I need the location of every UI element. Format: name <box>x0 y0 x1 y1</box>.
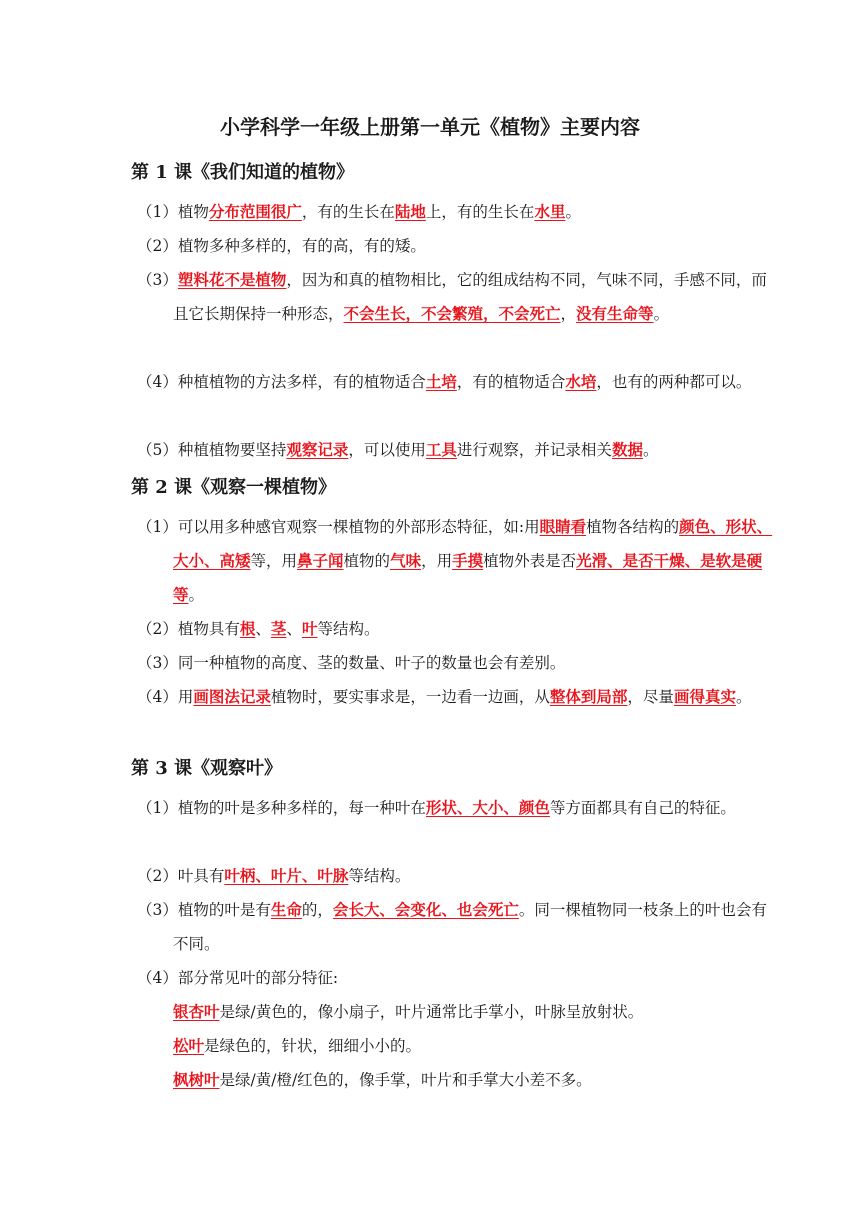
text-run: 。 <box>188 586 205 604</box>
text-run: 植物时，要实事求是，一边看一边画，从 <box>270 688 550 706</box>
highlighted-term: 颜色、形状、大小、高矮 <box>173 517 773 570</box>
text-run: 植物外表是否 <box>483 552 577 570</box>
lesson-2-heading: 第 2 课《观察一棵植物》 <box>131 477 337 498</box>
highlighted-term: 观察记录 <box>286 440 349 459</box>
highlighted-term: 松叶 <box>173 1036 205 1055</box>
text-run: 等结构。 <box>317 620 380 638</box>
highlighted-term: 叶 <box>301 619 318 638</box>
text-run: ，有的植物适合 <box>456 373 566 391</box>
text-run: （2）植物具有 <box>137 620 240 638</box>
lesson-3-heading: 第 3 课《观察叶》 <box>131 758 283 779</box>
lesson-3-item-1 <box>137 791 773 825</box>
text-run: 进行观察，并记录相关 <box>456 441 612 459</box>
text-run: ，也有的两种都可以。 <box>596 373 752 391</box>
document-title: 小学科学一年级上册第一单元《植物》主要内容 <box>220 115 640 139</box>
highlighted-term: 手摸 <box>452 551 484 570</box>
highlighted-term: 工具 <box>425 440 457 459</box>
text-run: 。 <box>565 203 581 221</box>
text-run: 植物的 <box>343 552 391 570</box>
text-run: 、 <box>286 620 302 638</box>
text-run: （1）可以用多种感官观察一棵植物的外部形态特征，如:用 <box>137 518 540 536</box>
highlighted-term: 枫树叶 <box>173 1070 220 1089</box>
text-run: 。 <box>735 688 752 706</box>
text-run: （3）植物的叶是有 <box>137 901 271 919</box>
lesson-2-item-3 <box>137 646 773 680</box>
highlighted-term: 没有生命等 <box>576 304 654 323</box>
lesson-1-item-3 <box>137 263 773 331</box>
text-run: 的， <box>301 901 333 919</box>
text-run: 等方面都具有自己的特征。 <box>549 799 736 817</box>
text-run: （4）种植植物的方法多样，有的植物适合 <box>137 373 426 391</box>
highlighted-term: 画得真实 <box>673 687 736 706</box>
text-run: （4）部分常见叶的部分特征: <box>137 969 339 987</box>
text-run: （3） <box>137 271 178 289</box>
leaf-feature-ginkgo <box>173 995 743 1029</box>
highlighted-term: 鼻子闻 <box>297 551 344 570</box>
leaf-feature-maple <box>173 1063 743 1097</box>
lesson-2-item-4 <box>137 680 773 714</box>
lesson-3-item-3 <box>137 893 773 961</box>
text-run: ，用 <box>421 552 453 570</box>
highlighted-term: 根 <box>239 619 256 638</box>
highlighted-term: 陆地 <box>394 202 426 221</box>
highlighted-term: 叶柄、叶片、叶脉 <box>224 866 349 885</box>
highlighted-term: 银杏叶 <box>173 1002 220 1021</box>
highlighted-term: 会长大、会变化、也会死亡 <box>332 900 519 919</box>
highlighted-term: 气味 <box>390 551 422 570</box>
highlighted-term: 塑料花不是植物 <box>177 270 287 289</box>
text-run: 。 <box>653 305 670 323</box>
lesson-1-heading: 第 1 课《我们知道的植物》 <box>131 162 355 183</box>
highlighted-term: 数据 <box>611 440 643 459</box>
lesson-3-item-2 <box>137 859 773 893</box>
text-run: ，有的生长在 <box>301 203 395 221</box>
text-run: 等，用 <box>250 552 298 570</box>
highlighted-term: 分布范围很广 <box>208 202 302 221</box>
lesson-3-item-4 <box>137 961 773 995</box>
lesson-1-item-4 <box>137 365 773 399</box>
text-run: （1）植物的叶是多种多样的，每一种叶在 <box>137 799 426 817</box>
lesson-2-item-2 <box>137 612 773 646</box>
text-run: （4）用 <box>137 688 194 706</box>
highlighted-term: 光滑、是否干燥、是软是硬等 <box>173 551 763 604</box>
text-run: 。同一棵植物同一枝条上的叶也会有不同。 <box>173 901 767 953</box>
text-run: 等结构。 <box>348 867 411 885</box>
highlighted-term: 不会生长，不会繁殖，不会死亡 <box>343 304 561 323</box>
lesson-1-item-1 <box>137 195 773 229</box>
text-run: 植物各结构的 <box>586 518 680 536</box>
highlighted-term: 水里 <box>534 202 566 221</box>
highlighted-term: 土培 <box>425 372 457 391</box>
text-run: 上，有的生长在 <box>425 203 535 221</box>
text-run: （3）同一种植物的高度、茎的数量、叶子的数量也会有差别。 <box>137 654 566 672</box>
lesson-1-item-2 <box>137 229 773 263</box>
text-run: 、 <box>255 620 271 638</box>
text-run: 是绿/黄色的，像小扇子，叶片通常比手掌小，叶脉呈放射状。 <box>219 1003 644 1021</box>
highlighted-term: 画图法记录 <box>193 687 271 706</box>
text-run: ， <box>560 305 577 323</box>
text-run: （1）植物 <box>137 203 209 221</box>
leaf-feature-pine <box>173 1029 743 1063</box>
highlighted-term: 水培 <box>565 372 597 391</box>
highlighted-term: 眼睛看 <box>539 517 587 536</box>
highlighted-term: 生命 <box>270 900 302 919</box>
text-run: （2）植物多种多样的，有的高，有的矮。 <box>137 237 426 255</box>
highlighted-term: 形状、大小、颜色 <box>425 798 550 817</box>
text-run: ，可以使用 <box>348 441 426 459</box>
text-run: 是绿色的，针状，细细小小的。 <box>204 1037 422 1055</box>
text-run: 。 <box>642 441 659 459</box>
lesson-2-item-1 <box>137 510 773 612</box>
text-run: （2）叶具有 <box>137 867 225 885</box>
highlighted-term: 茎 <box>270 619 287 638</box>
text-run: 是绿/黄/橙/红色的，像手掌，叶片和手掌大小差不多。 <box>219 1071 592 1089</box>
text-run: ，因为和真的植物相比，它的组成结构不同，气味不同，手感不同，而且它长期保持一种形态， <box>173 271 767 323</box>
highlighted-term: 整体到局部 <box>549 687 628 706</box>
text-run: （5）种植植物要坚持 <box>137 441 287 459</box>
text-run: ，尽量 <box>627 688 674 706</box>
lesson-1-item-5 <box>137 433 773 467</box>
